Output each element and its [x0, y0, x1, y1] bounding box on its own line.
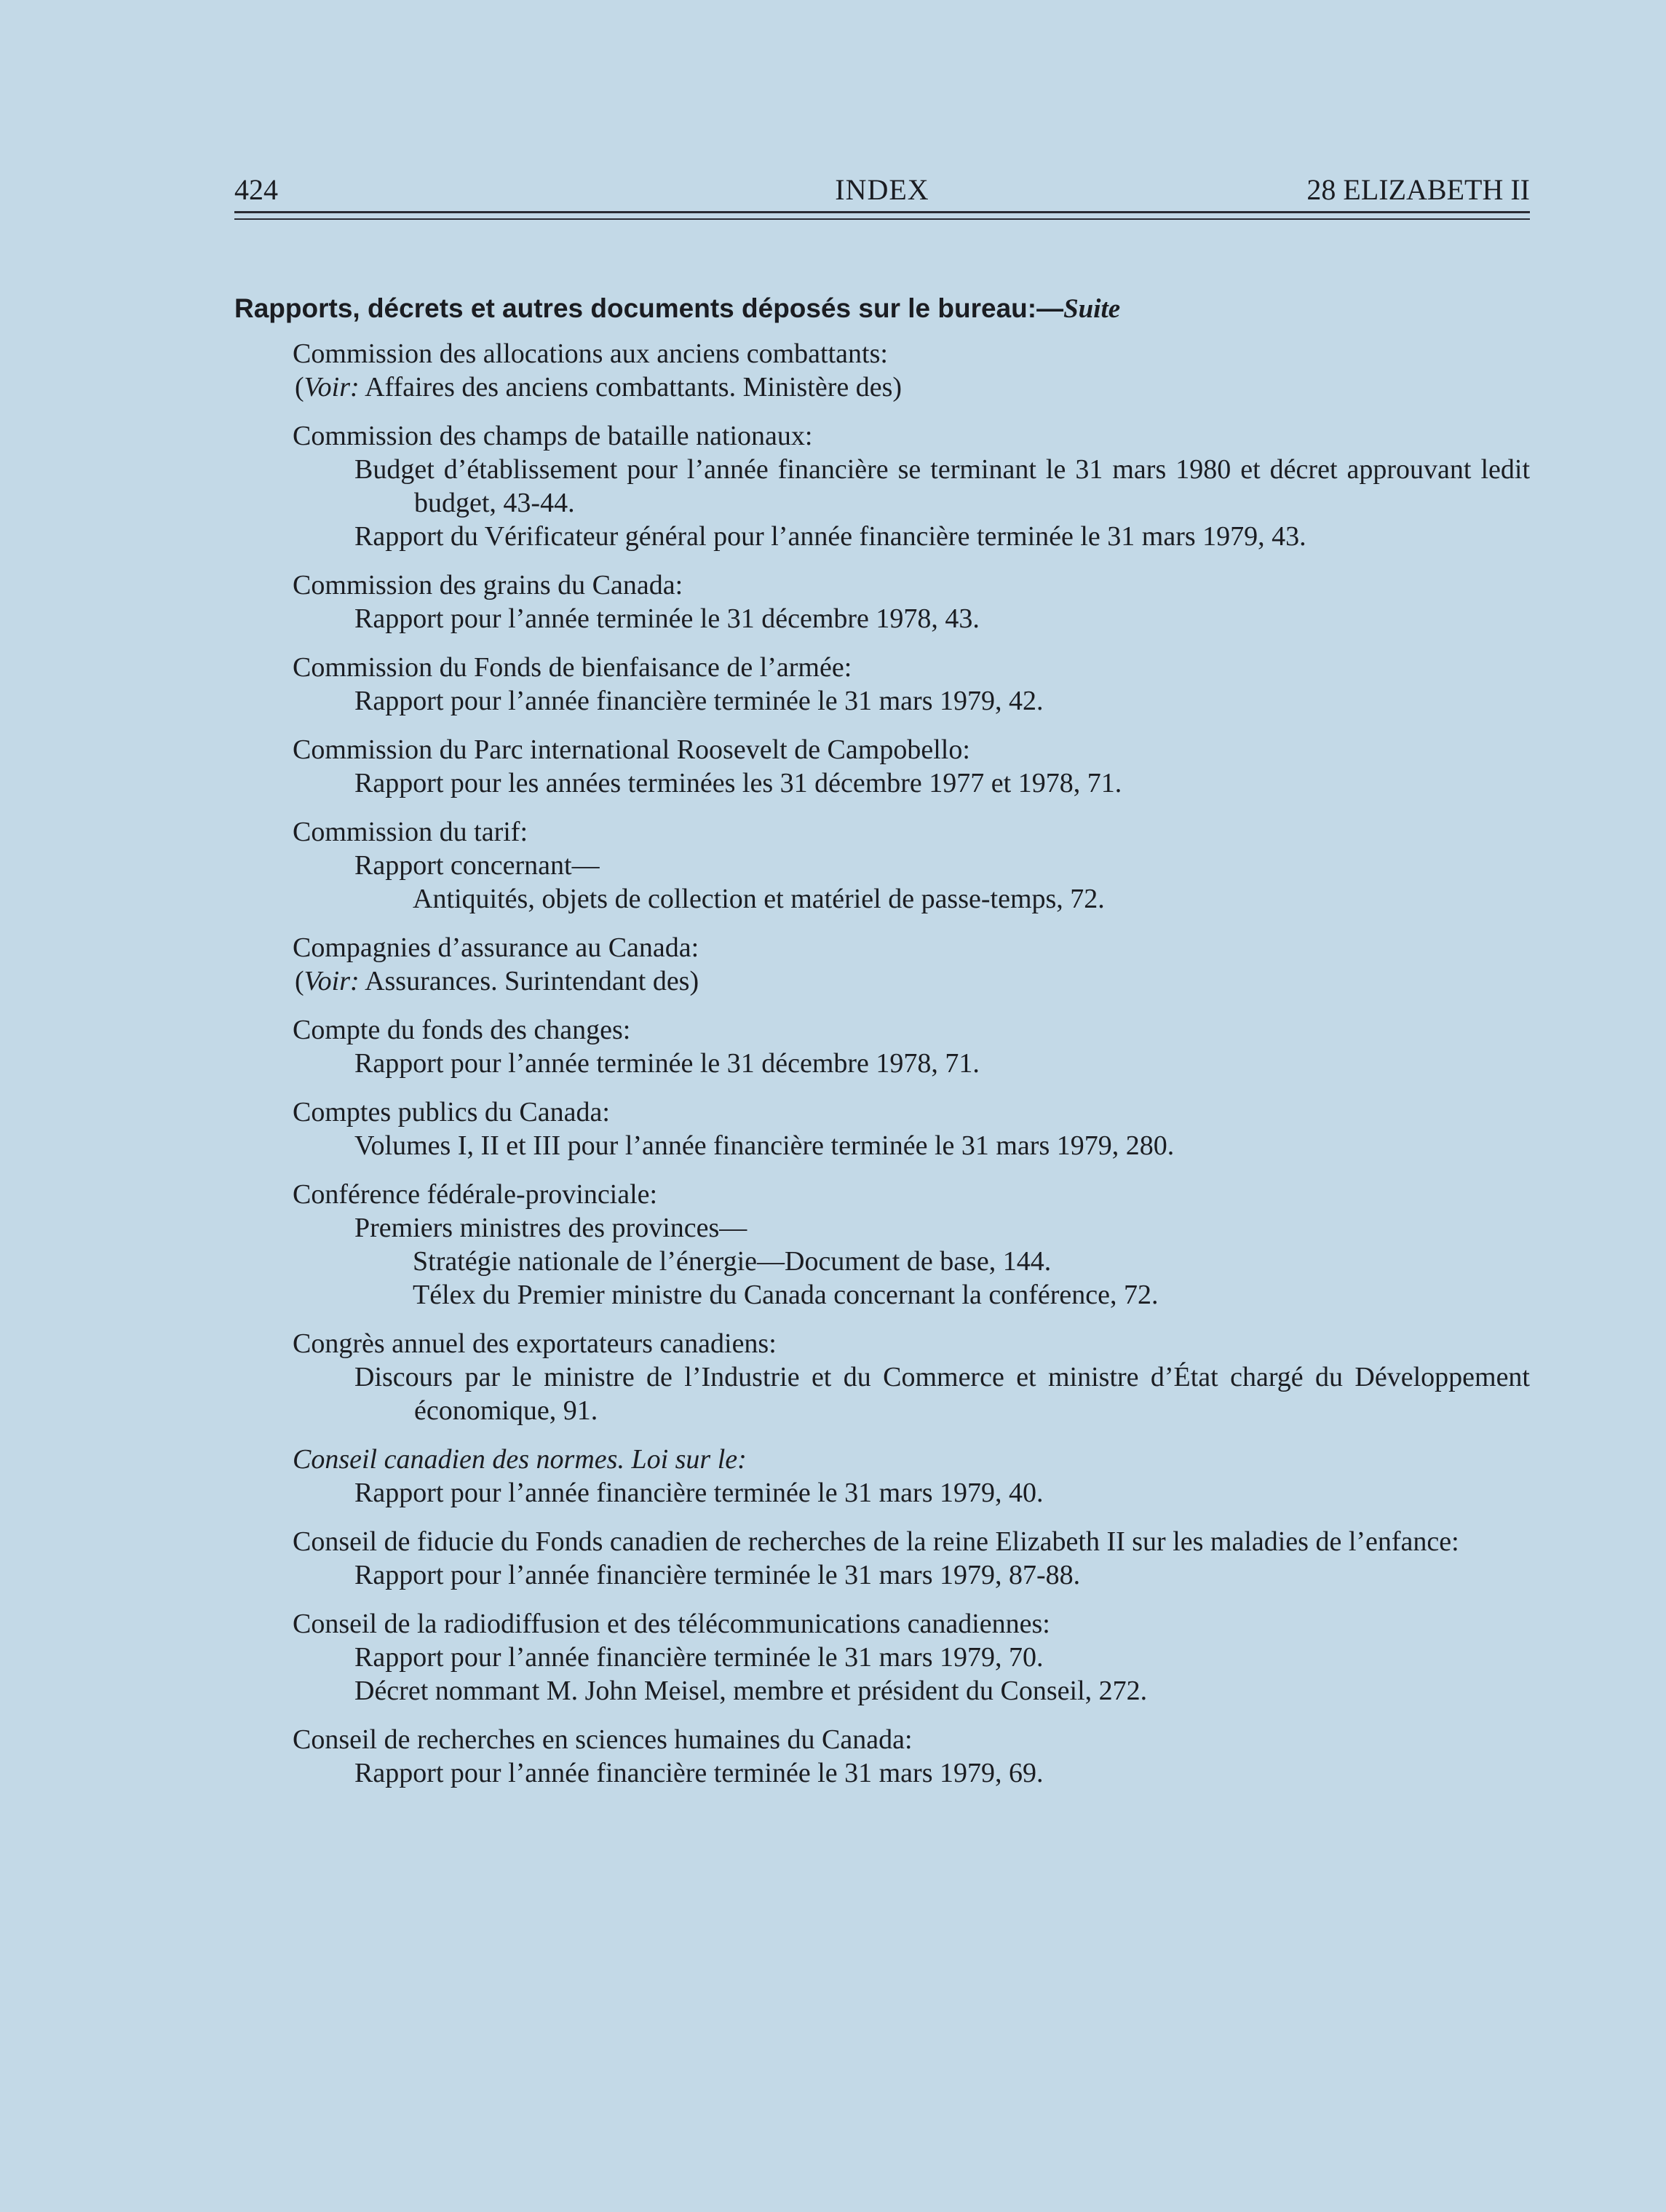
entry-subitem: Stratégie nationale de l’énergie—Document de base, 144. — [413, 1246, 1052, 1277]
entry-item: Volumes I, II et III pour l’année financière terminée le 31 mars 1979, 280. — [354, 1130, 1175, 1161]
header-rule-bottom — [234, 218, 1530, 220]
entry-title: Congrès annuel des exportateurs canadiens: — [293, 1328, 777, 1359]
section-heading-suite: Suite — [1063, 294, 1121, 324]
index-entry — [234, 815, 1530, 916]
entry-title: Commission du tarif: — [293, 817, 528, 847]
entry-item: Rapport pour l’année financière terminée le 31 mars 1979, 40. — [354, 1478, 1044, 1508]
see-reference: (Voir: Assurances. Surintendant des) — [295, 966, 699, 996]
index-entry — [234, 1013, 1530, 1080]
entry-item: Rapport concernant— — [354, 850, 600, 881]
index-entry — [234, 1327, 1530, 1427]
see-label: Voir: — [304, 372, 360, 403]
index-entry — [234, 651, 1530, 718]
entry-item: Rapport du Vérificateur général pour l’année financière terminée le 31 mars 1979, 43. — [354, 521, 1306, 552]
index-entry — [234, 337, 1530, 404]
index-entry — [234, 733, 1530, 800]
section-heading-text: Rapports, décrets et autres documents déposés sur le bureau:— — [234, 293, 1064, 323]
entry-item: Rapport pour l’année terminée le 31 décembre 1978, 43. — [354, 603, 980, 634]
index-entry — [234, 1095, 1530, 1162]
index-entry — [234, 1443, 1530, 1510]
entry-item: Décret nommant M. John Meisel, membre et président du Conseil, 272. — [354, 1676, 1148, 1706]
page-number: 424 — [234, 173, 278, 206]
entry-title: Commission des grains du Canada: — [293, 570, 683, 600]
entry-item: Discours par le ministre de l’Industrie et du Commerce et ministre d’État chargé du Développement économique, 91. — [354, 1362, 1530, 1426]
entry-item: Rapport pour l’année financière terminée le 31 mars 1979, 87-88. — [354, 1560, 1081, 1590]
see-label: Voir: — [304, 966, 360, 996]
entry-item: Rapport pour l’année financière terminée le 31 mars 1979, 42. — [354, 686, 1044, 716]
running-title: INDEX — [835, 173, 929, 206]
entry-title: Conférence fédérale-provinciale: — [293, 1179, 658, 1210]
index-entry — [234, 419, 1530, 553]
entry-title: Conseil canadien des normes. Loi sur le: — [293, 1444, 747, 1475]
index-entry — [234, 568, 1530, 635]
entry-subitem: Télex du Premier ministre du Canada concernant la conférence, 72. — [413, 1280, 1159, 1310]
entry-title: Compagnies d’assurance au Canada: — [293, 932, 699, 963]
entry-item: Budget d’établissement pour l’année financière se terminant le 31 mars 1980 et décret approuvant ledit budget, 43-44. — [354, 454, 1530, 518]
entry-title: Commission du Fonds de bienfaisance de l’armée: — [293, 652, 852, 683]
entry-title: Conseil de fiducie du Fonds canadien de recherches de la reine Elizabeth II sur les maladies de l’enfance: — [293, 1526, 1459, 1557]
header-rule-top — [234, 211, 1530, 213]
volume-label: 28 ELIZABETH II — [1306, 173, 1530, 206]
see-target: Affaires des anciens combattants. Ministère des) — [365, 372, 903, 403]
index-entry — [234, 1607, 1530, 1708]
entry-item: Rapport pour l’année financière terminée le 31 mars 1979, 69. — [354, 1758, 1044, 1788]
index-entry — [234, 1525, 1530, 1592]
index-entry — [234, 1723, 1530, 1790]
entry-item: Premiers ministres des provinces— — [354, 1213, 747, 1243]
entry-title: Commission des champs de bataille nationaux: — [293, 421, 813, 451]
entry-title: Comptes publics du Canada: — [293, 1097, 610, 1127]
index-entry — [234, 931, 1530, 998]
entry-title: Conseil de recherches en sciences humaines du Canada: — [293, 1724, 913, 1755]
entry-title: Commission des allocations aux anciens combattants: — [293, 338, 888, 369]
entry-title: Commission du Parc international Roosevelt de Campobello: — [293, 734, 970, 765]
entry-title: Compte du fonds des changes: — [293, 1015, 631, 1045]
entry-item: Rapport pour les années terminées les 31 décembre 1977 et 1978, 71. — [354, 768, 1122, 798]
index-entry — [234, 1178, 1530, 1312]
entry-title: Conseil de la radiodiffusion et des télécommunications canadiennes: — [293, 1609, 1050, 1639]
entry-subitem: Antiquités, objets de collection et matériel de passe-temps, 72. — [413, 884, 1105, 914]
entry-item: Rapport pour l’année financière terminée le 31 mars 1979, 70. — [354, 1642, 1044, 1673]
page-header — [234, 169, 1530, 211]
see-target: Assurances. Surintendant des) — [365, 966, 699, 996]
section-heading — [234, 291, 1530, 327]
entry-item: Rapport pour l’année terminée le 31 décembre 1978, 71. — [354, 1048, 980, 1079]
index-content — [234, 291, 1530, 1805]
see-reference: (Voir: Affaires des anciens combattants. Ministère des) — [295, 372, 903, 403]
